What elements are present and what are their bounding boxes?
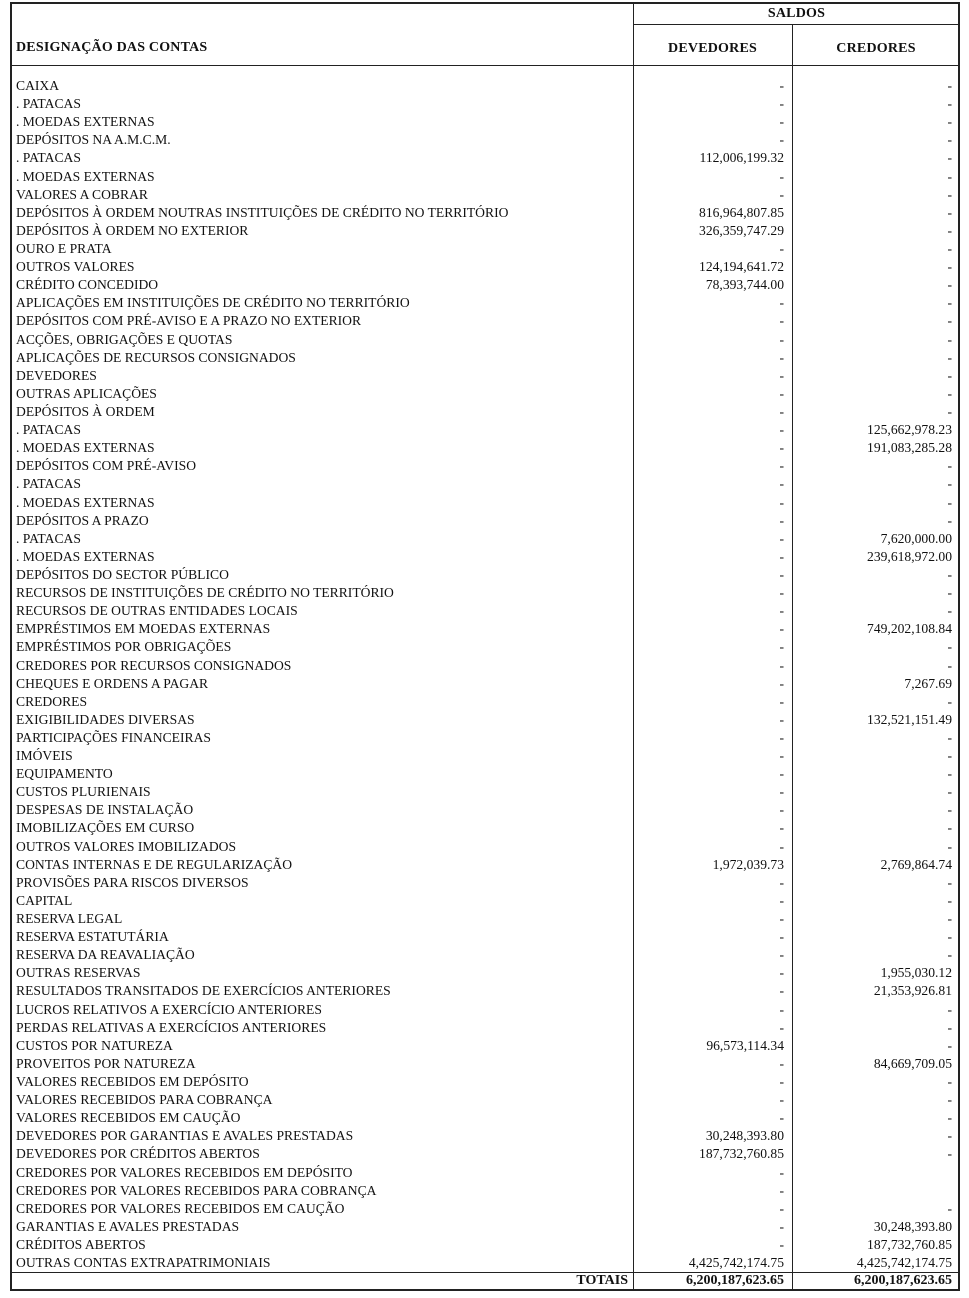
credit-value: - bbox=[947, 929, 952, 945]
credit-value: - bbox=[947, 639, 952, 655]
account-name: . MOEDAS EXTERNAS bbox=[16, 440, 155, 456]
credit-value: - bbox=[947, 204, 952, 220]
table-row bbox=[12, 928, 958, 946]
account-name: CREDORES POR VALORES RECEBIDOS PARA COBRANÇA bbox=[16, 1182, 377, 1198]
debit-value: - bbox=[779, 566, 784, 582]
account-name: CUSTOS PLURIENAIS bbox=[16, 784, 151, 800]
account-name: RESERVA ESTATUTÁRIA bbox=[16, 929, 169, 945]
account-name: APLICAÇÕES EM INSTITUIÇÕES DE CRÉDITO NO TERRITÓRIO bbox=[16, 295, 410, 311]
table-row bbox=[12, 783, 958, 801]
credit-value: - bbox=[947, 150, 952, 166]
debit-value: - bbox=[779, 748, 784, 764]
debit-value: 78,393,744.00 bbox=[705, 277, 784, 293]
debit-value: - bbox=[779, 331, 784, 347]
debit-value: - bbox=[779, 186, 784, 202]
account-name: OURO E PRATA bbox=[16, 240, 112, 256]
debit-value: - bbox=[779, 1110, 784, 1126]
account-name: CRÉDITO CONCEDIDO bbox=[16, 277, 159, 293]
account-name: RESULTADOS TRANSITADOS DE EXERCÍCIOS ANTERIORES bbox=[16, 983, 391, 999]
totals-credit: 6,200,187,623.65 bbox=[854, 1273, 952, 1288]
credit-value: 84,669,709.05 bbox=[873, 1055, 952, 1071]
account-name: RECURSOS DE INSTITUIÇÕES DE CRÉDITO NO TERRITÓRIO bbox=[16, 585, 394, 601]
debit-value: 326,359,747.29 bbox=[699, 222, 784, 238]
debit-value: - bbox=[779, 530, 784, 546]
account-name: ACÇÕES, OBRIGAÇÕES E QUOTAS bbox=[16, 331, 233, 347]
table-row bbox=[12, 186, 958, 204]
account-name: PROVEITOS POR NATUREZA bbox=[16, 1055, 196, 1071]
account-name: DESPESAS DE INSTALAÇÃO bbox=[16, 802, 194, 818]
account-name: DEPÓSITOS COM PRÉ-AVISO bbox=[16, 458, 197, 474]
table-row bbox=[12, 657, 958, 675]
account-name: PARTICIPAÇÕES FINANCEIRAS bbox=[16, 729, 211, 745]
credit-value: - bbox=[947, 114, 952, 130]
account-name: CREDORES POR VALORES RECEBIDOS EM DEPÓSITO bbox=[16, 1164, 353, 1180]
credit-value: - bbox=[947, 1037, 952, 1053]
debit-value: - bbox=[779, 639, 784, 655]
debit-value: - bbox=[779, 349, 784, 365]
debit-value: - bbox=[779, 911, 784, 927]
credit-value: - bbox=[947, 1019, 952, 1035]
credit-value: - bbox=[947, 603, 952, 619]
balance-sheet-table bbox=[10, 2, 960, 1291]
credit-value: - bbox=[947, 1110, 952, 1126]
table-row bbox=[12, 512, 958, 530]
account-name: . PATACAS bbox=[16, 150, 81, 166]
account-name: DEVEDORES POR CRÉDITOS ABERTOS bbox=[16, 1146, 260, 1162]
table-row bbox=[12, 765, 958, 783]
debit-value: - bbox=[779, 1074, 784, 1090]
credit-value: 187,732,760.85 bbox=[867, 1237, 952, 1252]
designation-header: DESIGNAÇÃO DAS CONTAS bbox=[16, 40, 208, 55]
credit-value: - bbox=[947, 458, 952, 474]
totals-debit: 6,200,187,623.65 bbox=[686, 1273, 784, 1288]
credit-value: - bbox=[947, 367, 952, 383]
debit-value: - bbox=[779, 766, 784, 782]
table-row bbox=[12, 693, 958, 711]
totals-label: TOTAIS bbox=[576, 1273, 628, 1288]
credit-value: - bbox=[947, 385, 952, 401]
debit-value: - bbox=[779, 965, 784, 981]
credit-value: - bbox=[947, 403, 952, 419]
debit-value: 1,972,039.73 bbox=[712, 856, 784, 872]
account-name: DEVEDORES POR GARANTIAS E AVALES PRESTADAS bbox=[16, 1128, 354, 1144]
account-name: CONTAS INTERNAS E DE REGULARIZAÇÃO bbox=[16, 856, 293, 872]
credit-value: - bbox=[947, 295, 952, 311]
account-name: . PATACAS bbox=[16, 96, 81, 112]
credit-value: - bbox=[947, 585, 952, 601]
debit-value: 124,194,641.72 bbox=[699, 259, 784, 275]
debit-value: - bbox=[779, 168, 784, 184]
table-row bbox=[12, 204, 958, 222]
credit-value: - bbox=[947, 657, 952, 673]
credit-value: 1,955,030.12 bbox=[880, 965, 952, 981]
debit-value: - bbox=[779, 240, 784, 256]
debit-value: - bbox=[779, 422, 784, 438]
table-row bbox=[12, 457, 958, 475]
debit-value: 96,573,114.34 bbox=[706, 1037, 784, 1053]
credit-value: 7,620,000.00 bbox=[880, 530, 952, 546]
credit-value: - bbox=[947, 277, 952, 293]
debit-value: - bbox=[779, 295, 784, 311]
account-name: VALORES RECEBIDOS EM CAUÇÃO bbox=[16, 1110, 241, 1126]
debit-value: - bbox=[779, 1182, 784, 1198]
debit-value: 187,732,760.85 bbox=[699, 1146, 784, 1162]
debit-value: - bbox=[779, 802, 784, 818]
table-row bbox=[12, 1127, 958, 1145]
credit-value: - bbox=[947, 331, 952, 347]
debit-value: - bbox=[779, 729, 784, 745]
table-row bbox=[12, 946, 958, 964]
account-name: DEPÓSITOS À ORDEM NOUTRAS INSTITUIÇÕES DE CRÉDITO NO TERRITÓRIO bbox=[16, 204, 509, 220]
debit-value: - bbox=[779, 1092, 784, 1108]
debit-value: - bbox=[779, 621, 784, 637]
table-row bbox=[12, 1037, 958, 1055]
table-row bbox=[12, 294, 958, 312]
debit-value: - bbox=[779, 440, 784, 456]
account-name: EXIGIBILIDADES DIVERSAS bbox=[16, 711, 195, 727]
debit-value: - bbox=[779, 693, 784, 709]
table-row bbox=[12, 620, 958, 638]
account-name: EQUIPAMENTO bbox=[16, 766, 113, 782]
table-row bbox=[12, 475, 958, 493]
credit-value: - bbox=[947, 892, 952, 908]
debit-value: - bbox=[779, 929, 784, 945]
table-row bbox=[12, 982, 958, 1000]
table-row bbox=[12, 729, 958, 747]
credit-value: - bbox=[947, 222, 952, 238]
account-name: OUTRAS CONTAS EXTRAPATRIMONIAIS bbox=[16, 1255, 271, 1271]
table-row bbox=[12, 1055, 958, 1073]
debit-value: - bbox=[779, 494, 784, 510]
account-name: . PATACAS bbox=[16, 530, 81, 546]
debit-value: - bbox=[779, 1218, 784, 1234]
debit-value: - bbox=[779, 512, 784, 528]
header-bottom-line bbox=[12, 65, 958, 66]
account-name: IMOBILIZAÇÕES EM CURSO bbox=[16, 820, 195, 836]
account-name: EMPRÉSTIMOS POR OBRIGAÇÕES bbox=[16, 639, 232, 655]
account-name: RECURSOS DE OUTRAS ENTIDADES LOCAIS bbox=[16, 603, 298, 619]
table-row bbox=[12, 1145, 958, 1163]
account-name: CUSTOS POR NATUREZA bbox=[16, 1037, 173, 1053]
debit-value: - bbox=[779, 892, 784, 908]
account-name: CAPITAL bbox=[16, 892, 73, 908]
credit-value: - bbox=[947, 240, 952, 256]
debit-value: - bbox=[779, 476, 784, 492]
account-name: APLICAÇÕES DE RECURSOS CONSIGNADOS bbox=[16, 349, 296, 365]
table-row bbox=[12, 421, 958, 439]
credit-value: 132,521,151.49 bbox=[867, 711, 952, 727]
credit-value: - bbox=[947, 1146, 952, 1162]
debit-value: - bbox=[779, 1055, 784, 1071]
account-name: PERDAS RELATIVAS A EXERCÍCIOS ANTERIORES bbox=[16, 1019, 327, 1035]
credit-value: - bbox=[947, 693, 952, 709]
account-name: VALORES RECEBIDOS EM DEPÓSITO bbox=[16, 1074, 249, 1090]
table-row bbox=[12, 964, 958, 982]
account-name: DEPÓSITOS DO SECTOR PÚBLICO bbox=[16, 566, 229, 582]
credit-value: 2,769,864.74 bbox=[880, 856, 952, 872]
table-row bbox=[12, 638, 958, 656]
table-row bbox=[12, 349, 958, 367]
credit-value: - bbox=[947, 512, 952, 528]
account-name: CREDORES bbox=[16, 693, 88, 709]
table-row bbox=[12, 367, 958, 385]
table-row bbox=[12, 838, 958, 856]
credit-value: - bbox=[947, 186, 952, 202]
table-row bbox=[12, 494, 958, 512]
account-name: EMPRÉSTIMOS EM MOEDAS EXTERNAS bbox=[16, 621, 271, 637]
table-row bbox=[12, 1019, 958, 1037]
table-row bbox=[12, 240, 958, 258]
account-name: . PATACAS bbox=[16, 422, 81, 438]
table-row bbox=[12, 1001, 958, 1019]
debit-value: - bbox=[779, 784, 784, 800]
account-name: DEPÓSITOS A PRAZO bbox=[16, 512, 149, 528]
debit-value: 30,248,393.80 bbox=[705, 1128, 784, 1144]
account-name: OUTRAS APLICAÇÕES bbox=[16, 385, 157, 401]
credit-value: - bbox=[947, 78, 952, 93]
table-row bbox=[12, 312, 958, 330]
debit-value: - bbox=[779, 1237, 784, 1252]
table-row bbox=[12, 258, 958, 276]
table-row bbox=[12, 95, 958, 113]
table-row bbox=[12, 1254, 958, 1272]
debit-value: - bbox=[779, 313, 784, 329]
table-row bbox=[12, 222, 958, 240]
credit-value: - bbox=[947, 947, 952, 963]
account-name: . MOEDAS EXTERNAS bbox=[16, 114, 155, 130]
account-name: CHEQUES E ORDENS A PAGAR bbox=[16, 675, 209, 691]
account-name: DEPÓSITOS COM PRÉ-AVISO E A PRAZO NO EXTERIOR bbox=[16, 313, 362, 329]
table-row bbox=[12, 910, 958, 928]
debit-value: - bbox=[779, 1019, 784, 1035]
debit-value: - bbox=[779, 947, 784, 963]
account-name: DEPÓSITOS NA A.M.C.M. bbox=[16, 132, 171, 148]
account-name: RESERVA LEGAL bbox=[16, 911, 123, 927]
account-name: IMÓVEIS bbox=[16, 748, 73, 764]
account-name: CREDORES POR VALORES RECEBIDOS EM CAUÇÃO bbox=[16, 1200, 345, 1216]
debit-value: - bbox=[779, 1164, 784, 1180]
debit-value: 816,964,807.85 bbox=[699, 204, 784, 220]
account-name: DEVEDORES bbox=[16, 367, 97, 383]
credit-value: - bbox=[947, 1001, 952, 1017]
table-row bbox=[12, 711, 958, 729]
table-row bbox=[12, 566, 958, 584]
table-row bbox=[12, 168, 958, 186]
credit-value: 191,083,285.28 bbox=[867, 440, 952, 456]
debit-value: - bbox=[779, 675, 784, 691]
debit-value: - bbox=[779, 96, 784, 112]
table-row bbox=[12, 584, 958, 602]
account-name: LUCROS RELATIVOS A EXERCÍCIO ANTERIORES bbox=[16, 1001, 322, 1017]
credit-value: - bbox=[947, 259, 952, 275]
table-row bbox=[12, 675, 958, 693]
table-row bbox=[12, 131, 958, 149]
credit-value: - bbox=[947, 313, 952, 329]
credit-value: - bbox=[947, 784, 952, 800]
table-row bbox=[12, 1073, 958, 1091]
table-row bbox=[12, 439, 958, 457]
credit-value: 125,662,978.23 bbox=[867, 422, 952, 438]
table-row bbox=[12, 385, 958, 403]
credit-value: 21,353,926.81 bbox=[873, 983, 952, 999]
table-row bbox=[12, 548, 958, 566]
table-row bbox=[12, 1164, 958, 1182]
table-row bbox=[12, 856, 958, 874]
account-rows bbox=[12, 77, 958, 1272]
account-name: . MOEDAS EXTERNAS bbox=[16, 168, 155, 184]
credit-value: - bbox=[947, 748, 952, 764]
credit-value: - bbox=[947, 1128, 952, 1144]
credit-value: - bbox=[947, 729, 952, 745]
table-row bbox=[12, 149, 958, 167]
credit-value: 749,202,108.84 bbox=[867, 621, 952, 637]
table-row bbox=[12, 874, 958, 892]
debit-value: - bbox=[779, 1200, 784, 1216]
credit-value: 4,425,742,174.75 bbox=[856, 1255, 952, 1271]
credit-value: 30,248,393.80 bbox=[873, 1218, 952, 1234]
account-name: CRÉDITOS ABERTOS bbox=[16, 1237, 146, 1252]
credit-value: - bbox=[947, 874, 952, 890]
credit-value: - bbox=[947, 132, 952, 148]
account-name: . PATACAS bbox=[16, 476, 81, 492]
table-row bbox=[12, 1218, 958, 1236]
table-row bbox=[12, 77, 958, 95]
credit-value: - bbox=[947, 566, 952, 582]
debit-value: - bbox=[779, 114, 784, 130]
debit-value: 112,006,199.32 bbox=[699, 150, 784, 166]
debit-value: - bbox=[779, 603, 784, 619]
table-row bbox=[12, 1091, 958, 1109]
totals-row bbox=[12, 1272, 958, 1291]
table-row bbox=[12, 113, 958, 131]
account-name: CREDORES POR RECURSOS CONSIGNADOS bbox=[16, 657, 292, 673]
table-row bbox=[12, 276, 958, 294]
account-name: DEPÓSITOS À ORDEM bbox=[16, 403, 155, 419]
credit-value: - bbox=[947, 802, 952, 818]
table-row bbox=[12, 602, 958, 620]
debit-header: DEVEDORES bbox=[668, 41, 757, 56]
account-name: OUTROS VALORES bbox=[16, 259, 135, 275]
table-row bbox=[12, 1236, 958, 1254]
table-row bbox=[12, 801, 958, 819]
account-name: PROVISÕES PARA RISCOS DIVERSOS bbox=[16, 874, 249, 890]
account-name: RESERVA DA REAVALIAÇÃO bbox=[16, 947, 195, 963]
account-name: VALORES A COBRAR bbox=[16, 186, 148, 202]
credit-value: 7,267.69 bbox=[904, 675, 952, 691]
credit-value: - bbox=[947, 96, 952, 112]
debit-value: - bbox=[779, 838, 784, 854]
table-row bbox=[12, 1182, 958, 1200]
credit-value: - bbox=[947, 1074, 952, 1090]
account-name: DEPÓSITOS À ORDEM NO EXTERIOR bbox=[16, 222, 249, 238]
credit-value: - bbox=[947, 1200, 952, 1216]
debit-value: - bbox=[779, 78, 784, 93]
table-row bbox=[12, 892, 958, 910]
table-row bbox=[12, 747, 958, 765]
debit-value: - bbox=[779, 585, 784, 601]
debit-value: - bbox=[779, 403, 784, 419]
debit-value: - bbox=[779, 367, 784, 383]
debit-value: - bbox=[779, 874, 784, 890]
credit-value: - bbox=[947, 1092, 952, 1108]
credit-value: - bbox=[947, 820, 952, 836]
debit-value: - bbox=[779, 983, 784, 999]
saldos-header: SALDOS bbox=[767, 6, 826, 21]
table-row bbox=[12, 403, 958, 421]
credit-value: - bbox=[947, 476, 952, 492]
debit-value: - bbox=[779, 711, 784, 727]
debit-value: - bbox=[779, 548, 784, 564]
credit-value: 239,618,972.00 bbox=[867, 548, 952, 564]
table-row bbox=[12, 331, 958, 349]
credit-value: - bbox=[947, 766, 952, 782]
credit-header: CREDORES bbox=[836, 41, 916, 56]
table-row bbox=[12, 530, 958, 548]
debit-value: 4,425,742,174.75 bbox=[688, 1255, 784, 1271]
credit-value: - bbox=[947, 911, 952, 927]
credit-value: - bbox=[947, 838, 952, 854]
table-row bbox=[12, 819, 958, 837]
account-name: . MOEDAS EXTERNAS bbox=[16, 494, 155, 510]
debit-value: - bbox=[779, 385, 784, 401]
debit-value: - bbox=[779, 458, 784, 474]
table-row bbox=[12, 1200, 958, 1218]
table-row bbox=[12, 1109, 958, 1127]
header-divider-saldos bbox=[633, 24, 958, 25]
credit-value: - bbox=[947, 168, 952, 184]
debit-value: - bbox=[779, 1001, 784, 1017]
debit-value: - bbox=[779, 820, 784, 836]
account-name: OUTROS VALORES IMOBILIZADOS bbox=[16, 838, 237, 854]
account-name: CAIXA bbox=[16, 78, 60, 93]
account-name: VALORES RECEBIDOS PARA COBRANÇA bbox=[16, 1092, 273, 1108]
debit-value: - bbox=[779, 657, 784, 673]
credit-value: - bbox=[947, 349, 952, 365]
account-name: GARANTIAS E AVALES PRESTADAS bbox=[16, 1218, 240, 1234]
debit-value: - bbox=[779, 132, 784, 148]
account-name: OUTRAS RESERVAS bbox=[16, 965, 141, 981]
account-name: . MOEDAS EXTERNAS bbox=[16, 548, 155, 564]
credit-value: - bbox=[947, 494, 952, 510]
